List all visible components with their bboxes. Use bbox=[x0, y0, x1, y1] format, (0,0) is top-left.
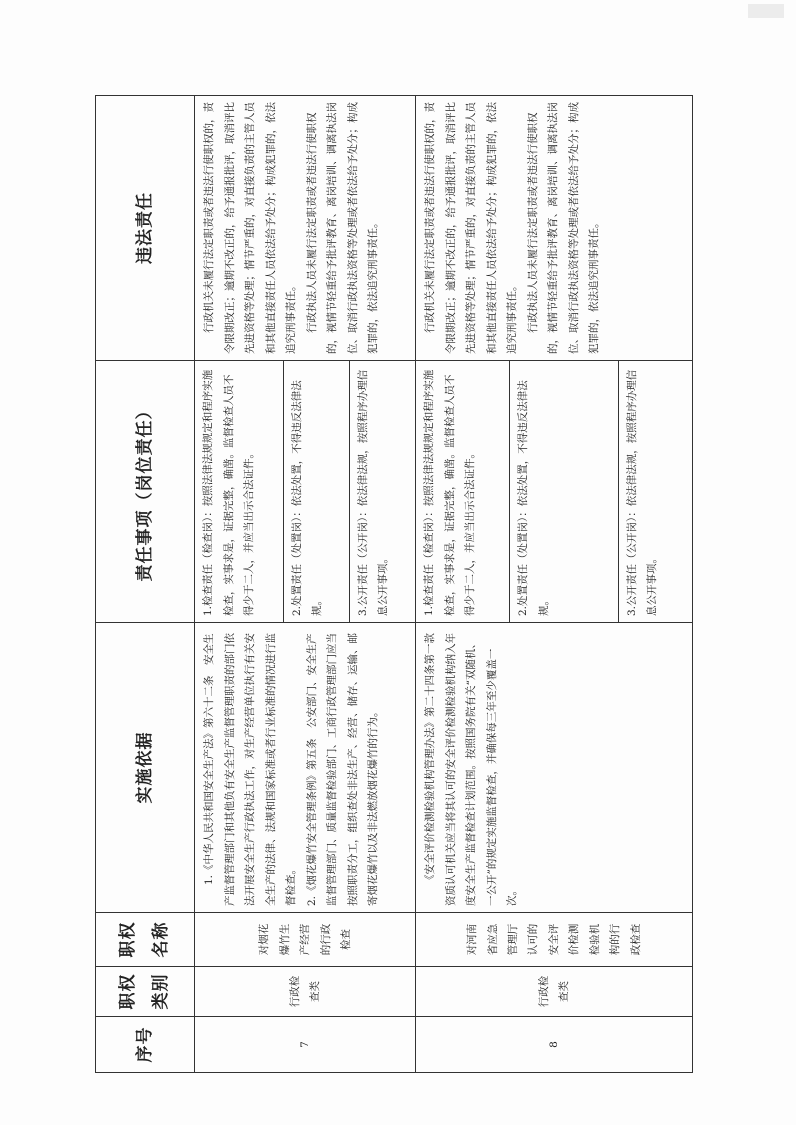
table-row bbox=[416, 96, 510, 1073]
row-basis bbox=[416, 623, 693, 913]
scan-mark bbox=[748, 4, 784, 18]
header-row bbox=[96, 96, 195, 1073]
header-seq: 序号 bbox=[96, 1017, 195, 1073]
row-liability bbox=[195, 96, 416, 361]
duty-publish: 3.公开责任（公开岗）：依法律法规，按照程序办理信息公开事项。 bbox=[618, 361, 692, 623]
row-name: 对河南省应急管理厅认可的安全评价检测检验机构的行政检查 bbox=[416, 913, 693, 967]
table-row bbox=[195, 96, 283, 1073]
row-type: 行政检查类 bbox=[195, 967, 416, 1017]
authority-table bbox=[95, 95, 693, 1073]
duty-check: 1.检查责任（检查岗）：按照法律法规规定和程序实施检查，实事求是，证据完整，确凿。监督检查人员不得少于二人，并应当出示合法证件。 bbox=[195, 361, 283, 623]
row-basis bbox=[195, 623, 416, 913]
header-name: 职权名称 bbox=[96, 913, 195, 967]
header-type: 职权类别 bbox=[96, 967, 195, 1017]
header-duty: 责任事项（岗位责任） bbox=[96, 361, 195, 623]
rotated-page bbox=[95, 96, 693, 1073]
duty-dispose: 2.处置责任（处置岗）：依法处置，不得违反法律法规。 bbox=[510, 361, 619, 623]
liability-text: 行政机关未履行法定职责或者违法行使职权的，责令限期改正；逾期不改正的，给予通报批评，取消评比先进资格等处理；情节严重的，对直接负责的主管人员和其他直接责任人员依法给予处分；构成犯罪的，依法追究刑事责任。 行政执法人员未履行法定职责或者违法行使职权的，视情节轻重给予批评教育、离岗培训、调离执法岗位、取消行政执法资格等处理或者依法给予处分；构成犯罪的，依法追究刑事责任。 bbox=[424, 102, 601, 354]
header-basis: 实施依据 bbox=[96, 623, 195, 913]
duty-check: 1.检查责任（检查岗）：按照法律法规规定和程序实施检查，实事求是，证据完整，确凿。监督检查人员不得少于二人，并应当出示合法证件。 bbox=[416, 361, 510, 623]
liability-text: 行政机关未履行法定职责或者违法行使职权的，责令限期改正；逾期不改正的，给予通报批评，取消评比先进资格等处理；情节严重的，对直接负责的主管人员和其他直接责任人员依法给予处分；构成犯罪的，依法追究刑事责任。 行政执法人员未履行法定职责或者违法行使职权的，视情节轻重给予批评教育、离岗培训、调离执法岗位、取消行政执法资格等处理或者依法给予处分；构成犯罪的，依法追究刑事责任。 bbox=[203, 102, 380, 354]
duty-publish: 3.公开责任（公开岗）：依法律法规，按照程序办理信息公开事项。 bbox=[349, 361, 415, 623]
basis-text: 1.《中华人民共和国安全生产法》第六十二条 安全生产监督管理部门和其他负有安全生产监督管理职责的部门依法开展安全生产行政执法工作，对生产经营单位执行有关安全生产的法律、法规和国家标准或者行业标准的情况进行监督检查。 2.《烟花爆竹安全管理条例》第五条 公安部门、安全生产监督管理部门、质量监督检验部门、工商行政管理部门应当按照职责分工，组织查处非法生产、经营、储存、运输、邮寄烟花爆竹以及非法燃放烟花爆竹的行为。 bbox=[203, 633, 380, 906]
row-name: 对烟花爆竹生产经营的行政检查 bbox=[195, 913, 416, 967]
duty-dispose: 2.处置责任（处置岗）：依法处置，不得违反法律法规。 bbox=[283, 361, 349, 623]
row-type: 行政检查类 bbox=[416, 967, 693, 1017]
row-seq: 8 bbox=[416, 1017, 693, 1073]
row-seq: 7 bbox=[195, 1017, 416, 1073]
basis-text: 《安全评价检测检验机构管理办法》第二十四条第一款 资质认可机关应当将其认可的安全评价检测检验机构纳入年度安全生产监督检查计划范围。按照国务院有关“双随机、一公开”的规定实施监督检查，并确保每三年至少覆盖一次。 bbox=[424, 622, 519, 906]
row-liability bbox=[416, 96, 693, 361]
header-liability: 违法责任 bbox=[96, 96, 195, 361]
